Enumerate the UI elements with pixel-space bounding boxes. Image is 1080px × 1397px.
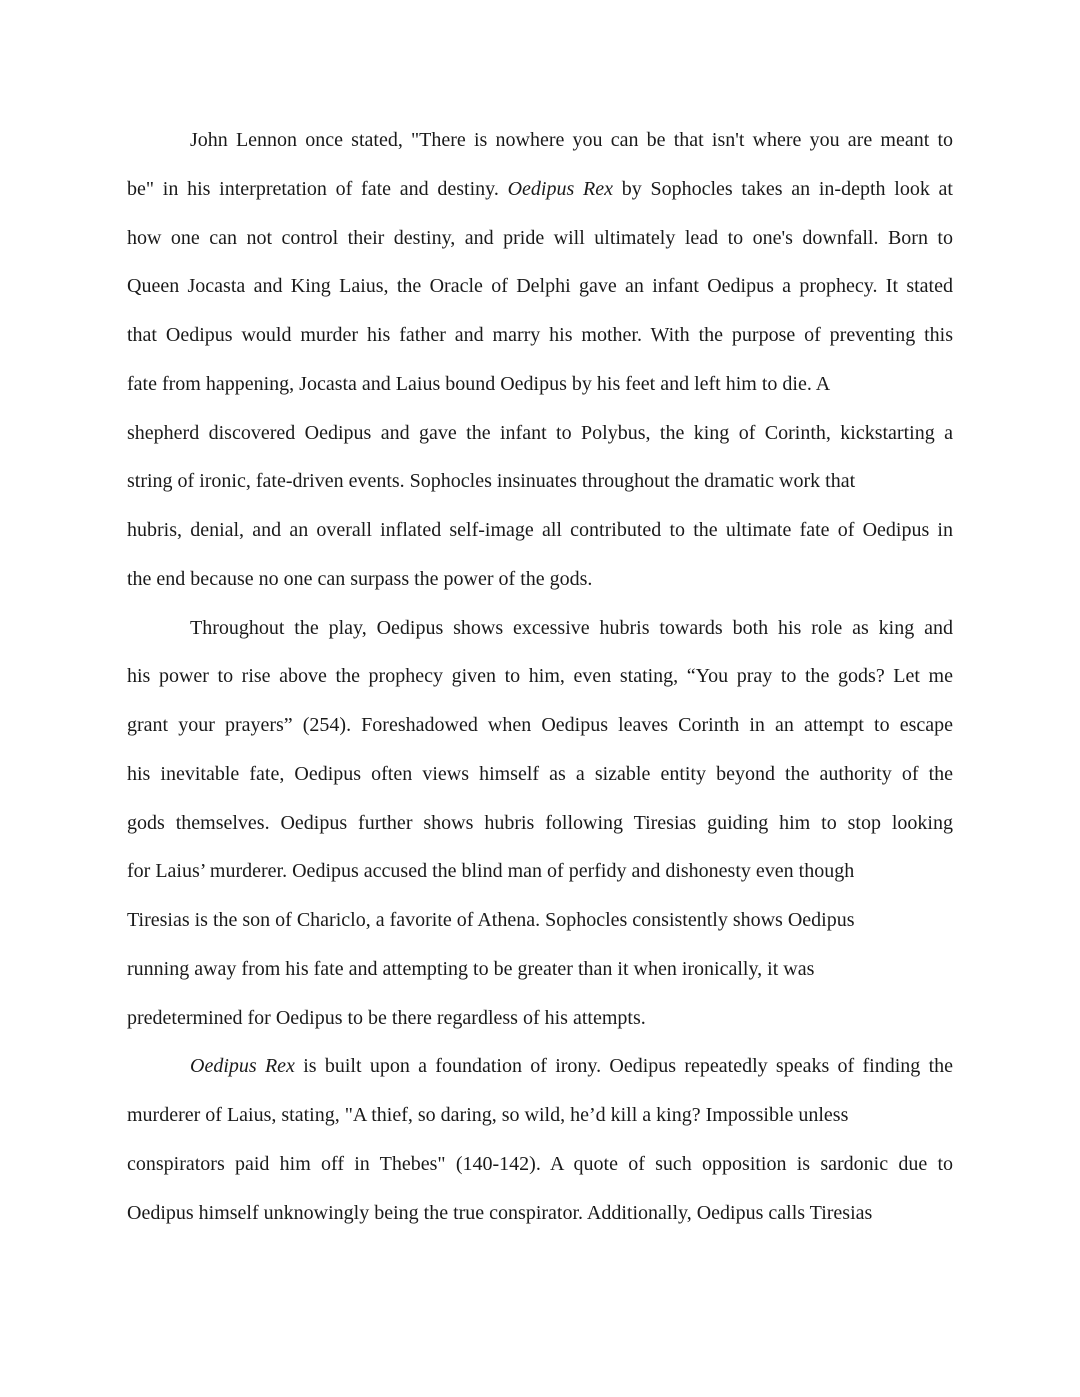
essay-body	[127, 116, 953, 1237]
text-line	[127, 506, 953, 555]
essay-paragraph	[127, 116, 953, 604]
line-text: fate from happening, Jocasta and Laius bound Oedipus by his feet and left him to die. A	[127, 372, 831, 395]
text-line	[127, 750, 953, 799]
text-line	[127, 116, 953, 165]
line-text: murderer of Laius, stating, "A thief, so daring, so wild, he’d kill a king? Impossible unless	[127, 1104, 849, 1126]
line-text: how one can not control their destiny, and pride will ultimately lead to one's downfall. Born to	[127, 226, 953, 249]
line-text: by Sophocles takes an in-depth look at	[612, 177, 953, 200]
text-line	[127, 555, 953, 604]
line-text: John Lennon once stated, "There is nowhere you can be that isn't where you are meant to	[190, 129, 953, 151]
line-text: hubris, denial, and an overall inflated self-image all contributed to the ultimate fate of Oedipus in	[127, 519, 953, 541]
text-line	[127, 896, 953, 945]
text-line	[127, 847, 953, 896]
text-line	[127, 165, 953, 214]
text-line	[127, 1189, 953, 1238]
text-line	[127, 652, 953, 701]
text-line	[127, 994, 953, 1043]
essay-paragraph	[127, 1042, 953, 1237]
text-line	[127, 1042, 953, 1091]
text-line	[127, 409, 953, 458]
line-text: Oedipus himself unknowingly being the true conspirator. Additionally, Oedipus calls Tiresias	[127, 1201, 873, 1224]
line-text: predetermined for Oedipus to be there regardless of his attempts.	[127, 1006, 646, 1029]
text-line	[127, 214, 953, 263]
text-line	[127, 311, 953, 360]
line-text: string of ironic, fate-driven events. Sophocles insinuates throughout the dramatic work that	[127, 470, 856, 493]
line-text: conspirators paid him off in Thebes" (140-142). A quote of such opposition is sardonic due to	[127, 1152, 953, 1175]
text-line	[127, 701, 953, 750]
essay-paragraph	[127, 604, 953, 1043]
work-title: Oedipus Rex	[507, 177, 613, 200]
line-text: the end because no one can surpass the power of the gods.	[127, 567, 593, 590]
line-text: is built upon a foundation of irony. Oedipus repeatedly speaks of finding the	[294, 1055, 953, 1078]
text-line	[127, 945, 953, 994]
text-line	[127, 1140, 953, 1189]
line-text: his power to rise above the prophecy given to him, even stating, “You pray to the gods? Let me	[127, 665, 953, 688]
text-line	[127, 799, 953, 848]
line-text: for Laius’ murderer. Oedipus accused the blind man of perfidy and dishonesty even though	[127, 860, 855, 883]
text-line	[127, 457, 953, 506]
line-text: his inevitable fate, Oedipus often views himself as a sizable entity beyond the authority of the	[127, 762, 953, 785]
line-text: gods themselves. Oedipus further shows hubris following Tiresias guiding him to stop looking	[127, 811, 953, 834]
line-text: running away from his fate and attempting to be greater than it when ironically, it was	[127, 957, 815, 980]
line-text: Queen Jocasta and King Laius, the Oracle of Delphi gave an infant Oedipus a prophecy. It stated	[127, 275, 953, 298]
work-title: Oedipus Rex	[190, 1055, 295, 1078]
line-text: be" in his interpretation of fate and destiny.	[127, 177, 508, 200]
line-text: that Oedipus would murder his father and marry his mother. With the purpose of preventing this	[127, 324, 953, 346]
line-text: grant your prayers” (254). Foreshadowed when Oedipus leaves Corinth in an attempt to escape	[127, 714, 953, 736]
text-line	[127, 1091, 953, 1140]
line-text: Throughout the play, Oedipus shows excessive hubris towards both his role as king and	[190, 616, 953, 639]
line-text: Tiresias is the son of Chariclo, a favorite of Athena. Sophocles consistently shows Oedipus	[127, 909, 855, 931]
text-line	[127, 262, 953, 311]
text-line	[127, 604, 953, 653]
text-line	[127, 360, 953, 409]
line-text: shepherd discovered Oedipus and gave the infant to Polybus, the king of Corinth, kickstarting a	[127, 421, 953, 444]
